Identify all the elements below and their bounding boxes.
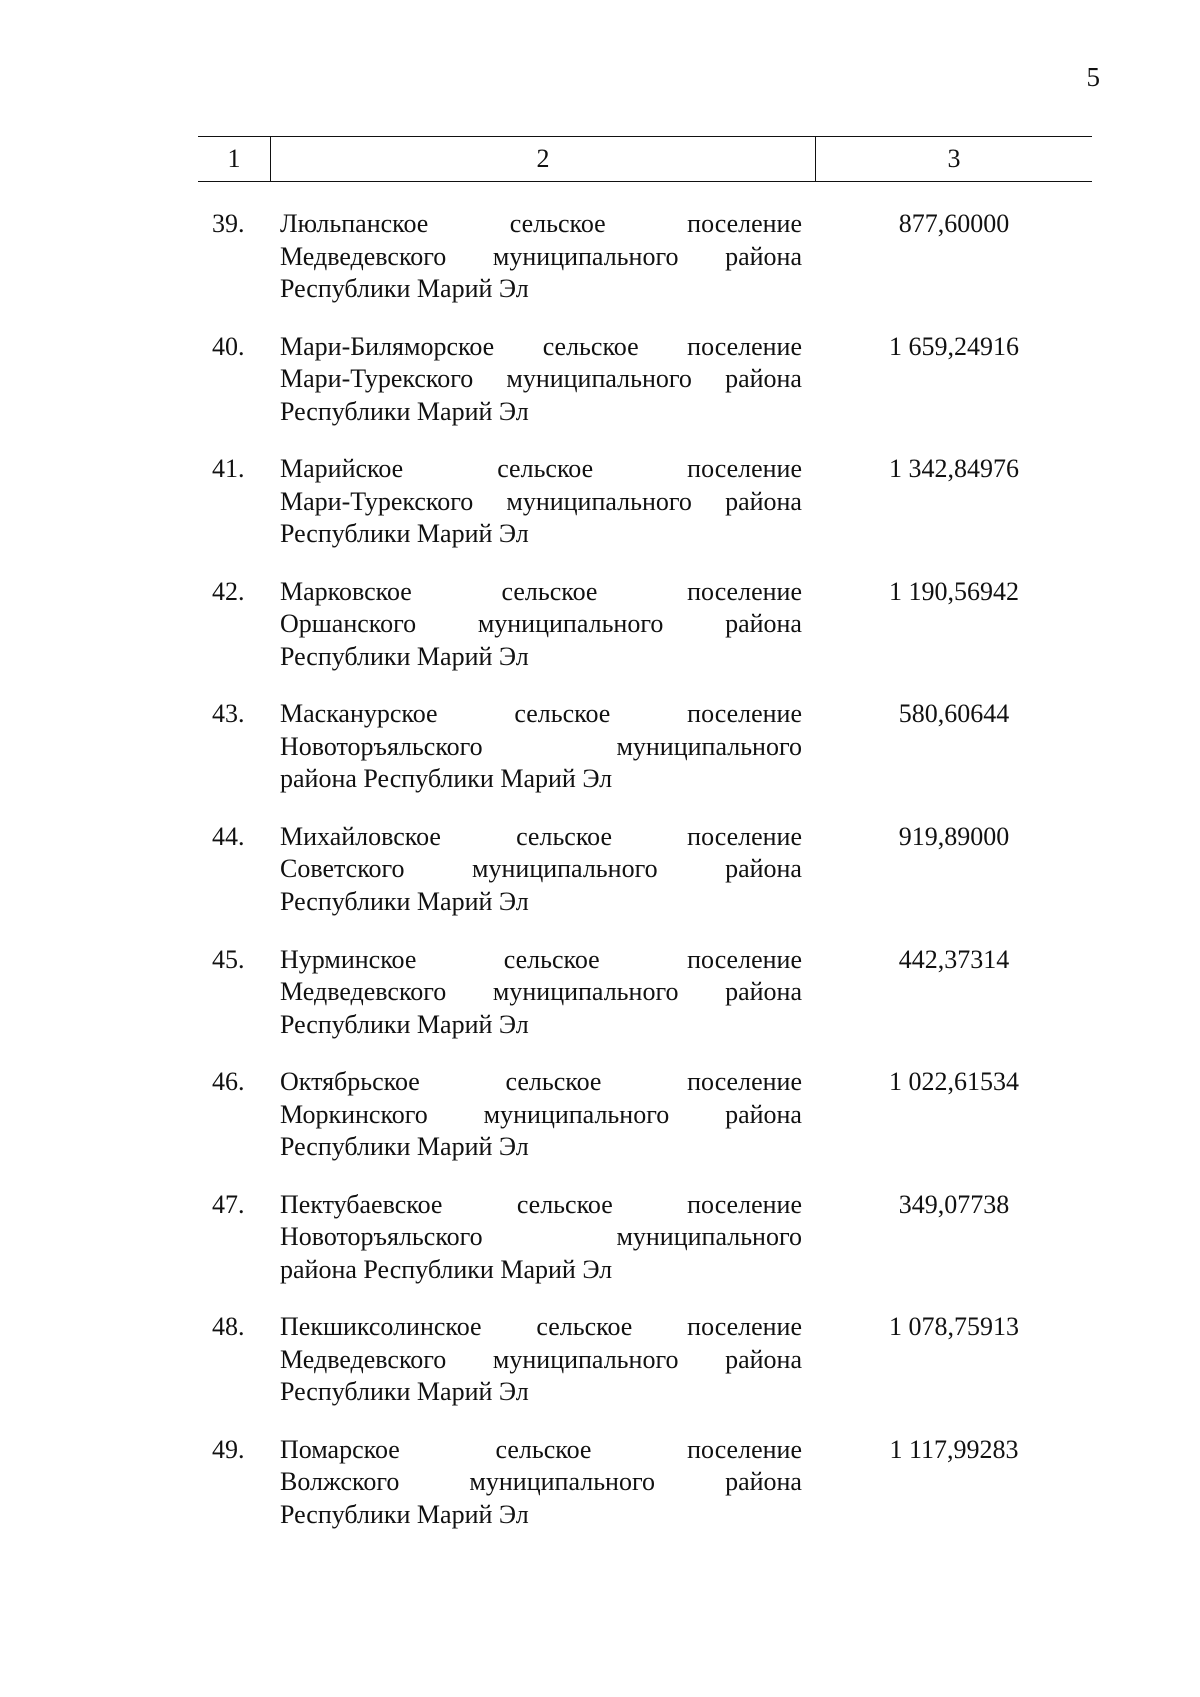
name-word: муниципального [506,486,692,516]
name-word: Марковское [280,576,412,606]
row-number: 48. [212,1312,245,1342]
name-line [280,331,802,364]
settlement-name [280,208,802,306]
name-word: Люльпанское [280,209,429,238]
name-line: Республики Марий Эл [280,274,529,303]
name-line [280,208,802,241]
name-word: Марийское [280,454,404,484]
name-word: поселение [687,1312,802,1342]
amount-value: 349,07738 [898,1189,1010,1219]
row-number: 46. [212,1067,245,1097]
name-line [280,1466,802,1499]
name-line: Республики Марий Эл [280,1377,529,1407]
name-word: муниципального [469,1467,655,1497]
row-number: 45. [212,944,245,974]
table-row [198,453,1092,576]
name-word: муниципального [483,1099,670,1129]
name-word: муниципального [492,1344,679,1374]
name-word: Новоторъяльского [280,1222,483,1252]
name-word: сельское [536,1312,633,1342]
name-line [280,944,802,977]
amount-value: 580,60644 [898,699,1010,729]
table-row [198,576,1092,699]
settlement-name [280,944,802,1042]
name-line [280,853,802,886]
name-line: Республики Марий Эл [280,886,529,916]
name-word: Масканурское [280,699,438,729]
table-row [198,1434,1092,1557]
settlement-name [280,576,802,674]
name-word: поселение [687,944,802,974]
row-number: 41. [212,454,245,484]
settlement-name [280,1189,802,1287]
name-word: поселение [687,699,802,729]
name-line [280,1434,802,1467]
name-line [280,241,802,274]
name-word: поселение [687,1189,802,1219]
settlement-name [280,1434,802,1532]
name-word: Волжского [280,1467,400,1497]
name-word: муниципального [616,731,802,761]
name-line: Республики Марий Эл [280,1009,529,1039]
name-line [280,608,802,641]
amount-value: 1 659,24916 [889,331,1019,361]
table-body [198,208,1092,1557]
name-word: района [725,241,802,271]
table-row [198,1189,1092,1312]
table-row [198,1066,1092,1189]
name-word: сельское [516,821,613,851]
name-word: района [725,364,802,394]
name-word: Медведевского [280,1344,447,1374]
name-line [280,363,802,396]
row-number: 42. [212,576,245,606]
name-word: Оршанского [280,609,417,639]
name-line [280,1099,802,1132]
name-word: поселение [687,454,802,484]
name-word: Мари-Турекского [280,486,474,516]
name-word: Советского [280,854,405,884]
name-word: поселение [687,576,802,606]
name-line [280,453,802,486]
name-line: района Республики Марий Эл [280,764,613,794]
name-word: сельское [514,699,611,729]
amount-value: 1 078,75913 [889,1312,1019,1342]
amount-value: 1 190,56942 [889,576,1019,606]
name-line: района Республики Марий Эл [280,1254,613,1284]
name-word: муниципального [472,854,658,884]
table-row [198,698,1092,821]
name-line: Республики Марий Эл [280,519,529,549]
amount-value: 1 022,61534 [889,1067,1019,1097]
name-word: района [725,1344,802,1374]
name-line [280,486,802,519]
name-line [280,976,802,1009]
name-word: Пекшиксолинское [280,1312,482,1342]
row-number: 43. [212,699,245,729]
table-row [198,944,1092,1067]
name-word: муниципального [492,977,679,1007]
settlement-name [280,453,802,551]
name-word: сельское [509,209,606,238]
name-word: муниципального [477,609,664,639]
row-number: 47. [212,1189,245,1219]
name-line [280,1066,802,1099]
name-word: Пектубаевское [280,1189,443,1219]
row-number: 39. [212,209,245,238]
name-word: муниципального [506,364,692,394]
name-word: района [725,1099,802,1129]
name-word: сельское [516,1189,613,1219]
name-word: района [725,854,802,884]
name-line [280,1344,802,1377]
header-col-1: 1 [227,144,241,173]
name-word: сельское [495,1434,592,1464]
amount-value: 1 342,84976 [889,454,1019,484]
name-word: Медведевского [280,241,447,271]
settlement-name [280,698,802,796]
amount-value: 877,60000 [898,209,1010,238]
name-line: Республики Марий Эл [280,1499,529,1529]
name-word: сельское [505,1067,602,1097]
name-word: поселение [687,821,802,851]
row-number: 40. [212,331,245,361]
header-col-2: 2 [270,137,816,181]
name-line [280,821,802,854]
name-word: района [725,486,802,516]
name-word: Помарское [280,1434,400,1464]
name-word: сельское [542,331,639,361]
settlement-name [280,1311,802,1409]
name-word: Мари-Биляморское [280,331,495,361]
settlement-name [280,1066,802,1164]
name-word: сельское [497,454,594,484]
name-word: Медведевского [280,977,447,1007]
name-line: Республики Марий Эл [280,641,529,671]
name-line [280,1221,802,1254]
name-word: Октябрьское [280,1067,420,1097]
name-word: муниципального [492,241,679,271]
amount-value: 1 117,99283 [889,1434,1019,1464]
name-word: поселение [687,209,802,238]
name-line [280,576,802,609]
name-word: района [725,609,802,639]
settlement-name [280,821,802,919]
table-header [198,136,1092,182]
table-row [198,821,1092,944]
page-number: 5 [1086,62,1100,92]
name-word: Нурминское [280,944,417,974]
name-word: сельское [501,576,598,606]
amount-value: 442,37314 [898,944,1010,974]
name-line: Республики Марий Эл [280,396,529,426]
name-line [280,731,802,764]
table-row [198,331,1092,454]
name-word: Михайловское [280,821,441,851]
name-line [280,1311,802,1344]
name-word: Моркинского [280,1099,428,1129]
amount-value: 919,89000 [898,821,1010,851]
name-line [280,698,802,731]
name-word: района [725,977,802,1007]
name-word: Новоторъяльского [280,731,483,761]
header-col-3: 3 [947,144,961,173]
name-line [280,1189,802,1222]
name-word: сельское [503,944,600,974]
name-word: Мари-Турекского [280,364,474,394]
name-line: Республики Марий Эл [280,1132,529,1162]
name-word: района [725,1467,802,1497]
row-number: 44. [212,821,245,851]
name-word: поселение [687,1067,802,1097]
name-word: муниципального [616,1222,802,1252]
name-word: поселение [687,1434,802,1464]
table-row [198,208,1092,331]
row-number: 49. [212,1434,245,1464]
settlement-name [280,331,802,429]
name-word: поселение [687,331,802,361]
table-row [198,1311,1092,1434]
